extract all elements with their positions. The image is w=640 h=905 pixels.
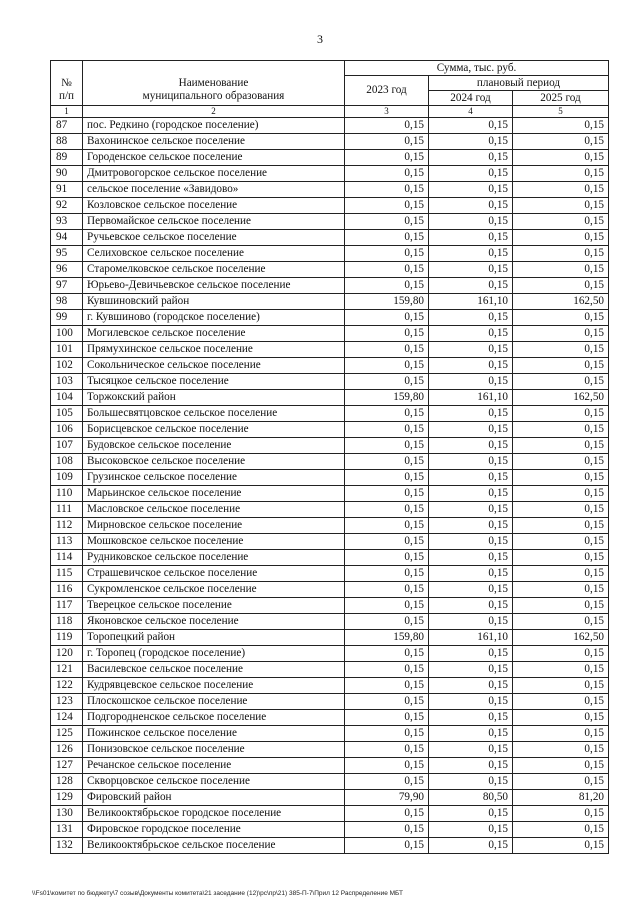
amount-2025: 0,15 <box>513 582 609 598</box>
amount-2024: 0,15 <box>429 342 513 358</box>
table-row <box>51 438 609 454</box>
header-name-label: Наименование муниципального образования <box>142 76 285 102</box>
table-row <box>51 278 609 294</box>
amount-2023: 0,15 <box>345 278 429 294</box>
municipality-name: Кудрявцевское сельское поселение <box>83 678 345 694</box>
row-number: 121 <box>51 662 83 678</box>
municipality-name: Великооктябрьское сельское поселение <box>83 838 345 854</box>
amount-2024: 0,15 <box>429 694 513 710</box>
amount-2025: 0,15 <box>513 278 609 294</box>
amount-2024: 0,15 <box>429 678 513 694</box>
row-number: 97 <box>51 278 83 294</box>
amount-2023: 0,15 <box>345 422 429 438</box>
amount-2024: 0,15 <box>429 598 513 614</box>
amount-2024: 161,10 <box>429 390 513 406</box>
amount-2024: 0,15 <box>429 438 513 454</box>
row-number: 112 <box>51 518 83 534</box>
amount-2024: 0,15 <box>429 566 513 582</box>
amount-2023: 0,15 <box>345 598 429 614</box>
amount-2023: 0,15 <box>345 806 429 822</box>
table-row <box>51 326 609 342</box>
amount-2024: 0,15 <box>429 550 513 566</box>
amount-2024: 0,15 <box>429 806 513 822</box>
row-number: 118 <box>51 614 83 630</box>
table-row <box>51 230 609 246</box>
municipality-name: Вахонинское сельское поселение <box>83 134 345 150</box>
municipality-name: Страшевичское сельское поселение <box>83 566 345 582</box>
municipality-name: Грузинское сельское поселение <box>83 470 345 486</box>
row-number: 100 <box>51 326 83 342</box>
row-number: 98 <box>51 294 83 310</box>
amount-2025: 0,15 <box>513 326 609 342</box>
amount-2025: 0,15 <box>513 614 609 630</box>
municipality-name: сельское поселение «Завидово» <box>83 182 345 198</box>
amount-2025: 81,20 <box>513 790 609 806</box>
header-number-label: № п/п <box>58 76 75 102</box>
row-number: 129 <box>51 790 83 806</box>
page-number: 3 <box>317 32 323 46</box>
amount-2025: 0,15 <box>513 774 609 790</box>
row-number: 88 <box>51 134 83 150</box>
col-index-5: 5 <box>513 106 609 118</box>
municipality-name: Юрьево-Девичьевское сельское поселение <box>83 278 345 294</box>
municipality-name: Селиховское сельское поселение <box>83 246 345 262</box>
amount-2023: 0,15 <box>345 182 429 198</box>
table-row <box>51 518 609 534</box>
amount-2024: 0,15 <box>429 118 513 134</box>
amount-2024: 0,15 <box>429 198 513 214</box>
header-2024: 2024 год <box>429 91 513 106</box>
row-number: 107 <box>51 438 83 454</box>
amount-2023: 0,15 <box>345 758 429 774</box>
amount-2025: 0,15 <box>513 454 609 470</box>
table-row <box>51 774 609 790</box>
amount-2024: 0,15 <box>429 838 513 854</box>
row-number: 108 <box>51 454 83 470</box>
row-number: 127 <box>51 758 83 774</box>
amount-2024: 0,15 <box>429 310 513 326</box>
table-row <box>51 726 609 742</box>
amount-2023: 0,15 <box>345 774 429 790</box>
budget-table <box>50 60 609 854</box>
amount-2025: 0,15 <box>513 198 609 214</box>
municipality-name: Фировский район <box>83 790 345 806</box>
amount-2025: 0,15 <box>513 246 609 262</box>
table-row <box>51 342 609 358</box>
table-row <box>51 358 609 374</box>
amount-2025: 162,50 <box>513 294 609 310</box>
row-number: 120 <box>51 646 83 662</box>
row-number: 116 <box>51 582 83 598</box>
amount-2024: 0,15 <box>429 358 513 374</box>
amount-2025: 0,15 <box>513 166 609 182</box>
amount-2023: 159,80 <box>345 294 429 310</box>
municipality-name: Понизовское сельское поселение <box>83 742 345 758</box>
table-row <box>51 182 609 198</box>
amount-2023: 0,15 <box>345 470 429 486</box>
table-row <box>51 374 609 390</box>
table-row <box>51 710 609 726</box>
amount-2025: 0,15 <box>513 438 609 454</box>
table-row <box>51 454 609 470</box>
amount-2024: 0,15 <box>429 822 513 838</box>
table-row <box>51 662 609 678</box>
amount-2025: 0,15 <box>513 534 609 550</box>
municipality-name: Сокольническое сельское поселение <box>83 358 345 374</box>
table-row <box>51 566 609 582</box>
amount-2023: 0,15 <box>345 454 429 470</box>
row-number: 117 <box>51 598 83 614</box>
amount-2025: 0,15 <box>513 806 609 822</box>
amount-2023: 159,80 <box>345 630 429 646</box>
amount-2023: 0,15 <box>345 726 429 742</box>
amount-2025: 0,15 <box>513 758 609 774</box>
amount-2025: 0,15 <box>513 550 609 566</box>
amount-2025: 0,15 <box>513 662 609 678</box>
amount-2023: 0,15 <box>345 246 429 262</box>
municipality-name: Тверецкое сельское поселение <box>83 598 345 614</box>
table-row <box>51 214 609 230</box>
header-name <box>83 61 345 106</box>
amount-2024: 0,15 <box>429 326 513 342</box>
table-row <box>51 806 609 822</box>
header-2025: 2025 год <box>513 91 609 106</box>
municipality-name: Большесвятцовское сельское поселение <box>83 406 345 422</box>
amount-2025: 162,50 <box>513 630 609 646</box>
row-number: 92 <box>51 198 83 214</box>
municipality-name: г. Торопец (городское поселение) <box>83 646 345 662</box>
amount-2023: 0,15 <box>345 358 429 374</box>
header-plan-period: плановый период <box>429 76 609 91</box>
row-number: 111 <box>51 502 83 518</box>
municipality-name: Дмитровогорское сельское поселение <box>83 166 345 182</box>
amount-2023: 0,15 <box>345 262 429 278</box>
municipality-name: Скворцовское сельское поселение <box>83 774 345 790</box>
amount-2024: 0,15 <box>429 726 513 742</box>
row-number: 103 <box>51 374 83 390</box>
amount-2024: 0,15 <box>429 710 513 726</box>
municipality-name: Кувшиновский район <box>83 294 345 310</box>
table-row <box>51 166 609 182</box>
amount-2024: 0,15 <box>429 646 513 662</box>
amount-2023: 0,15 <box>345 374 429 390</box>
table-row <box>51 150 609 166</box>
table-row <box>51 198 609 214</box>
amount-2025: 0,15 <box>513 694 609 710</box>
amount-2025: 0,15 <box>513 646 609 662</box>
row-number: 89 <box>51 150 83 166</box>
amount-2025: 0,15 <box>513 678 609 694</box>
amount-2023: 0,15 <box>345 582 429 598</box>
row-number: 93 <box>51 214 83 230</box>
col-index-3: 3 <box>345 106 429 118</box>
amount-2024: 0,15 <box>429 470 513 486</box>
table-row <box>51 790 609 806</box>
amount-2024: 0,15 <box>429 742 513 758</box>
amount-2025: 0,15 <box>513 742 609 758</box>
municipality-name: Марьинское сельское поселение <box>83 486 345 502</box>
row-number: 105 <box>51 406 83 422</box>
table-row <box>51 742 609 758</box>
amount-2025: 0,15 <box>513 422 609 438</box>
municipality-name: Мирновское сельское поселение <box>83 518 345 534</box>
amount-2024: 0,15 <box>429 182 513 198</box>
table-row <box>51 390 609 406</box>
table-row <box>51 406 609 422</box>
table-row <box>51 134 609 150</box>
row-number: 130 <box>51 806 83 822</box>
amount-2024: 0,15 <box>429 662 513 678</box>
row-number: 115 <box>51 566 83 582</box>
header-sum: Сумма, тыс. руб. <box>345 61 609 76</box>
row-number: 90 <box>51 166 83 182</box>
municipality-name: Плоскошское сельское поселение <box>83 694 345 710</box>
amount-2023: 0,15 <box>345 230 429 246</box>
table-row <box>51 294 609 310</box>
file-path-footer: \\Fs01\комитет по бюджету\7 созыв\Документы комитета\21 заседание (12)\рс\пр\21) 385-П-7\Прил 12 Распределение МБТ <box>32 890 403 897</box>
municipality-name: Яконовское сельское поселение <box>83 614 345 630</box>
municipality-name: г. Кувшиново (городское поселение) <box>83 310 345 326</box>
amount-2023: 0,15 <box>345 118 429 134</box>
municipality-name: Великооктябрьское городское поселение <box>83 806 345 822</box>
amount-2024: 0,15 <box>429 214 513 230</box>
amount-2025: 0,15 <box>513 150 609 166</box>
municipality-name: Мошковское сельское поселение <box>83 534 345 550</box>
amount-2023: 0,15 <box>345 406 429 422</box>
row-number: 94 <box>51 230 83 246</box>
row-number: 95 <box>51 246 83 262</box>
municipality-name: Борисцевское сельское поселение <box>83 422 345 438</box>
col-index-2: 2 <box>83 106 345 118</box>
row-number: 101 <box>51 342 83 358</box>
amount-2025: 0,15 <box>513 214 609 230</box>
municipality-name: Подгородненское сельское поселение <box>83 710 345 726</box>
amount-2023: 79,90 <box>345 790 429 806</box>
municipality-name: Ручьевское сельское поселение <box>83 230 345 246</box>
municipality-name: Фировское городское поселение <box>83 822 345 838</box>
amount-2025: 0,15 <box>513 598 609 614</box>
amount-2025: 0,15 <box>513 118 609 134</box>
amount-2025: 0,15 <box>513 358 609 374</box>
table-row <box>51 694 609 710</box>
amount-2023: 0,15 <box>345 534 429 550</box>
amount-2025: 0,15 <box>513 470 609 486</box>
row-number: 128 <box>51 774 83 790</box>
row-number: 106 <box>51 422 83 438</box>
amount-2024: 161,10 <box>429 294 513 310</box>
municipality-name: Торопецкий район <box>83 630 345 646</box>
table-row <box>51 118 609 134</box>
municipality-name: Прямухинское сельское поселение <box>83 342 345 358</box>
row-number: 109 <box>51 470 83 486</box>
amount-2023: 0,15 <box>345 502 429 518</box>
amount-2024: 0,15 <box>429 758 513 774</box>
amount-2023: 0,15 <box>345 710 429 726</box>
amount-2025: 0,15 <box>513 182 609 198</box>
amount-2023: 0,15 <box>345 646 429 662</box>
amount-2024: 0,15 <box>429 534 513 550</box>
amount-2023: 0,15 <box>345 198 429 214</box>
amount-2025: 0,15 <box>513 838 609 854</box>
amount-2023: 0,15 <box>345 342 429 358</box>
amount-2025: 0,15 <box>513 374 609 390</box>
amount-2024: 0,15 <box>429 230 513 246</box>
amount-2024: 0,15 <box>429 422 513 438</box>
amount-2024: 0,15 <box>429 518 513 534</box>
municipality-name: Сукромленское сельское поселение <box>83 582 345 598</box>
amount-2024: 0,15 <box>429 614 513 630</box>
amount-2024: 0,15 <box>429 454 513 470</box>
table-row <box>51 310 609 326</box>
amount-2023: 159,80 <box>345 390 429 406</box>
amount-2025: 0,15 <box>513 726 609 742</box>
amount-2023: 0,15 <box>345 662 429 678</box>
row-number: 132 <box>51 838 83 854</box>
table-row <box>51 502 609 518</box>
amount-2024: 0,15 <box>429 582 513 598</box>
amount-2024: 0,15 <box>429 278 513 294</box>
amount-2025: 0,15 <box>513 518 609 534</box>
header-number <box>51 61 83 106</box>
amount-2023: 0,15 <box>345 742 429 758</box>
row-number: 119 <box>51 630 83 646</box>
amount-2023: 0,15 <box>345 822 429 838</box>
table-row <box>51 422 609 438</box>
amount-2025: 0,15 <box>513 486 609 502</box>
amount-2025: 0,15 <box>513 134 609 150</box>
amount-2025: 0,15 <box>513 822 609 838</box>
table-row <box>51 598 609 614</box>
row-number: 114 <box>51 550 83 566</box>
row-number: 91 <box>51 182 83 198</box>
table-row <box>51 534 609 550</box>
amount-2023: 0,15 <box>345 678 429 694</box>
amount-2025: 0,15 <box>513 710 609 726</box>
amount-2023: 0,15 <box>345 566 429 582</box>
amount-2023: 0,15 <box>345 694 429 710</box>
municipality-name: Старомелковское сельское поселение <box>83 262 345 278</box>
table-row <box>51 550 609 566</box>
amount-2024: 80,50 <box>429 790 513 806</box>
amount-2024: 0,15 <box>429 246 513 262</box>
table-row <box>51 582 609 598</box>
amount-2023: 0,15 <box>345 166 429 182</box>
municipality-name: Городенское сельское поселение <box>83 150 345 166</box>
amount-2024: 0,15 <box>429 502 513 518</box>
table-body <box>51 118 609 854</box>
table-row <box>51 758 609 774</box>
row-number: 96 <box>51 262 83 278</box>
table-row <box>51 246 609 262</box>
row-number: 131 <box>51 822 83 838</box>
municipality-name: Рудниковское сельское поселение <box>83 550 345 566</box>
table-row <box>51 838 609 854</box>
amount-2023: 0,15 <box>345 550 429 566</box>
municipality-name: Первомайское сельское поселение <box>83 214 345 230</box>
amount-2024: 0,15 <box>429 166 513 182</box>
amount-2025: 0,15 <box>513 502 609 518</box>
municipality-name: Тысяцкое сельское поселение <box>83 374 345 390</box>
row-number: 125 <box>51 726 83 742</box>
amount-2024: 0,15 <box>429 774 513 790</box>
municipality-name: Высоковское сельское поселение <box>83 454 345 470</box>
amount-2025: 0,15 <box>513 230 609 246</box>
amount-2023: 0,15 <box>345 518 429 534</box>
amount-2023: 0,15 <box>345 326 429 342</box>
municipality-name: Торжокский район <box>83 390 345 406</box>
amount-2024: 0,15 <box>429 374 513 390</box>
municipality-name: Масловское сельское поселение <box>83 502 345 518</box>
amount-2025: 0,15 <box>513 310 609 326</box>
header-2023: 2023 год <box>345 76 429 106</box>
table-row <box>51 470 609 486</box>
municipality-name: Могилевское сельское поселение <box>83 326 345 342</box>
amount-2024: 0,15 <box>429 406 513 422</box>
amount-2023: 0,15 <box>345 486 429 502</box>
municipality-name: Василевское сельское поселение <box>83 662 345 678</box>
amount-2025: 0,15 <box>513 406 609 422</box>
amount-2023: 0,15 <box>345 310 429 326</box>
row-number: 99 <box>51 310 83 326</box>
table-row <box>51 486 609 502</box>
amount-2024: 161,10 <box>429 630 513 646</box>
row-number: 122 <box>51 678 83 694</box>
row-number: 87 <box>51 118 83 134</box>
table-row <box>51 822 609 838</box>
municipality-name: Будовское сельское поселение <box>83 438 345 454</box>
amount-2023: 0,15 <box>345 838 429 854</box>
table-row <box>51 630 609 646</box>
amount-2023: 0,15 <box>345 614 429 630</box>
row-number: 104 <box>51 390 83 406</box>
row-number: 110 <box>51 486 83 502</box>
col-index-1: 1 <box>51 106 83 118</box>
row-number: 113 <box>51 534 83 550</box>
municipality-name: Козловское сельское поселение <box>83 198 345 214</box>
amount-2024: 0,15 <box>429 134 513 150</box>
amount-2025: 0,15 <box>513 342 609 358</box>
amount-2023: 0,15 <box>345 134 429 150</box>
table-row <box>51 678 609 694</box>
amount-2023: 0,15 <box>345 150 429 166</box>
amount-2025: 0,15 <box>513 262 609 278</box>
amount-2025: 162,50 <box>513 390 609 406</box>
amount-2024: 0,15 <box>429 262 513 278</box>
col-index-4: 4 <box>429 106 513 118</box>
municipality-name: пос. Редкино (городское поселение) <box>83 118 345 134</box>
amount-2023: 0,15 <box>345 214 429 230</box>
table-row <box>51 614 609 630</box>
row-number: 123 <box>51 694 83 710</box>
amount-2024: 0,15 <box>429 150 513 166</box>
table-row <box>51 646 609 662</box>
amount-2024: 0,15 <box>429 486 513 502</box>
municipality-name: Речанское сельское поселение <box>83 758 345 774</box>
amount-2025: 0,15 <box>513 566 609 582</box>
row-number: 124 <box>51 710 83 726</box>
row-number: 102 <box>51 358 83 374</box>
row-number: 126 <box>51 742 83 758</box>
amount-2023: 0,15 <box>345 438 429 454</box>
municipality-name: Пожинское сельское поселение <box>83 726 345 742</box>
table-row <box>51 262 609 278</box>
